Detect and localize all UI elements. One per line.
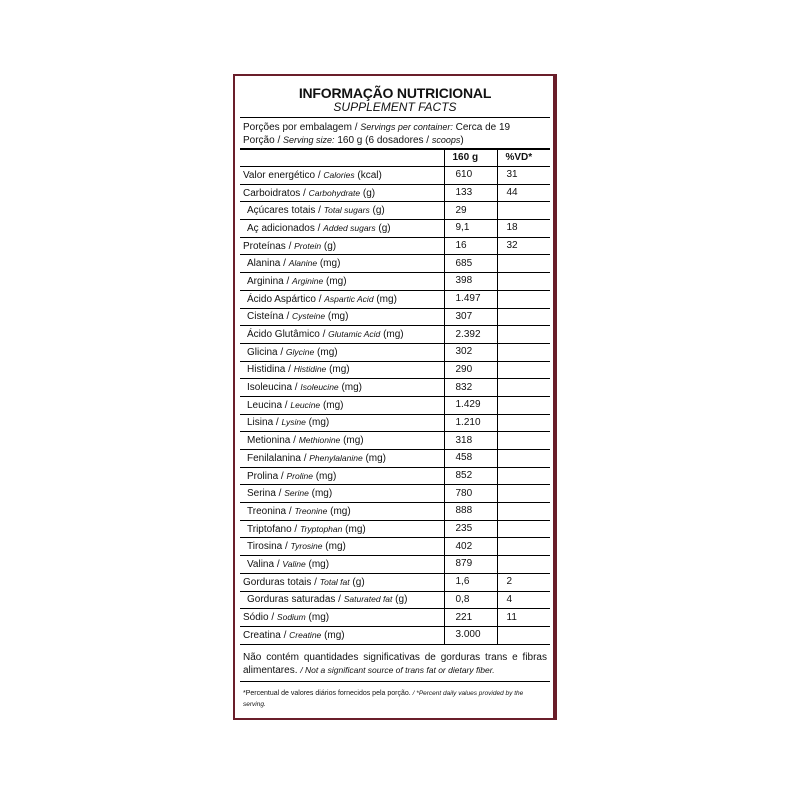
- nutrient-name-en: Leucine: [290, 399, 321, 410]
- nutrient-name: [240, 379, 444, 397]
- nutrient-amount: 685: [444, 255, 497, 273]
- nutrient-name-en: Phenylalanine: [309, 452, 363, 463]
- servings-per-container-pt: Porções por embalagem /: [243, 122, 358, 133]
- nutrient-unit: (mg): [343, 435, 364, 447]
- table-row: [240, 467, 550, 485]
- nutrient-unit: (kcal): [357, 169, 382, 181]
- nutrient-amount: 307: [444, 308, 497, 326]
- table-row: [240, 184, 550, 202]
- nutrient-name-pt: Cisteína /: [247, 311, 290, 323]
- nutrient-name-pt: Aç adicionados /: [247, 222, 321, 234]
- nutrient-daily-value: [497, 273, 550, 291]
- nutrient-name: [240, 167, 444, 185]
- nutrient-unit: (mg): [317, 346, 338, 358]
- nutrient-daily-value: 18: [497, 220, 550, 238]
- servings-per-container-en: Servings per container:: [360, 122, 453, 132]
- table-row: [240, 503, 550, 521]
- nutrient-name-en: Glycine: [285, 346, 315, 357]
- nutrient-name-en: Total sugars: [323, 205, 370, 216]
- nutrient-daily-value: [497, 414, 550, 432]
- table-row: [240, 255, 550, 273]
- nutrient-unit: (mg): [330, 505, 351, 517]
- nutrient-name-en: Saturated fat: [343, 594, 393, 605]
- label-header: [240, 80, 550, 118]
- nutrient-name-pt: Valor energético /: [243, 169, 321, 181]
- nutrient-unit: (mg): [322, 399, 344, 411]
- trans-fat-notice: [240, 645, 550, 682]
- nutrient-name: [240, 538, 444, 556]
- nutrient-name-en: Tryptophan: [300, 523, 343, 534]
- nutrient-name-pt: Prolina /: [247, 470, 284, 482]
- trans-fat-notice-pt: Não contém quantidades significativas de gorduras trans e fibras alimentares.: [243, 651, 547, 676]
- nutrient-amount: 0,8: [444, 591, 497, 609]
- nutrient-name: [240, 485, 444, 503]
- nutrient-amount: 888: [444, 503, 497, 521]
- table-row: [240, 573, 550, 591]
- nutrient-unit: (mg): [365, 452, 387, 464]
- daily-value-footnote-pt: *Percentual de valores diários fornecidos pela porção.: [243, 689, 411, 697]
- serving-size: [243, 134, 550, 147]
- label-subtitle: SUPPLEMENT FACTS: [333, 100, 457, 114]
- nutrient-name: [240, 414, 444, 432]
- nutrient-name-en: Methionine: [298, 435, 341, 446]
- nutrient-amount: 318: [444, 432, 497, 450]
- nutrient-name: [240, 308, 444, 326]
- nutrient-name-pt: Açúcares totais /: [247, 205, 321, 217]
- table-row: [240, 273, 550, 291]
- nutrient-name: [240, 591, 444, 609]
- nutrient-unit: (mg): [308, 612, 330, 624]
- nutrient-name-en: Isoleucine: [300, 382, 339, 393]
- table-row: [240, 326, 550, 344]
- nutrient-name: [240, 237, 444, 255]
- nutrition-table: [240, 149, 550, 645]
- nutrient-amount: 398: [444, 273, 497, 291]
- nutrient-daily-value: [497, 485, 550, 503]
- nutrient-daily-value: [497, 290, 550, 308]
- table-row: [240, 237, 550, 255]
- nutrient-daily-value: [497, 556, 550, 574]
- nutrient-daily-value: [497, 432, 550, 450]
- nutrient-name: [240, 255, 444, 273]
- table-row: [240, 290, 550, 308]
- header-nutrient: [240, 150, 444, 167]
- nutrient-amount: 852: [444, 467, 497, 485]
- nutrient-unit: (mg): [311, 488, 333, 500]
- nutrient-name-en: Total fat: [319, 576, 350, 587]
- nutrient-amount: 221: [444, 609, 497, 627]
- table-row: [240, 520, 550, 538]
- nutrient-name-en: Treonine: [294, 505, 328, 516]
- trans-fat-notice-en: / Not a significant source of trans fat or dietary fiber.: [300, 664, 495, 675]
- nutrient-name-en: Calories: [323, 169, 355, 180]
- nutrient-name: [240, 326, 444, 344]
- serving-size-close: ): [460, 135, 464, 146]
- nutrient-name-pt: Valina /: [247, 558, 280, 570]
- nutrient-name-en: Added sugars: [323, 222, 376, 233]
- table-row: [240, 167, 550, 185]
- nutrient-amount: 402: [444, 538, 497, 556]
- nutrient-name-pt: Arginina /: [247, 275, 290, 287]
- nutrient-name-pt: Triptofano /: [247, 523, 298, 535]
- nutrient-name: [240, 520, 444, 538]
- nutrient-name-en: Alanine: [288, 258, 318, 269]
- nutrient-daily-value: [497, 326, 550, 344]
- nutrient-unit: (mg): [319, 258, 341, 270]
- nutrient-unit: (mg): [329, 364, 350, 376]
- nutrient-name-pt: Fenilalanina /: [247, 452, 307, 464]
- nutrient-daily-value: [497, 379, 550, 397]
- servings-info: [240, 118, 550, 149]
- nutrient-daily-value: [497, 626, 550, 644]
- table-row: [240, 414, 550, 432]
- nutrient-name-pt: Metionina /: [247, 435, 296, 447]
- table-row: [240, 626, 550, 644]
- nutrient-unit: (g): [352, 576, 365, 588]
- nutrient-amount: 2.392: [444, 326, 497, 344]
- nutrient-amount: 780: [444, 485, 497, 503]
- nutrition-label-panel: [233, 74, 557, 720]
- nutrient-daily-value: [497, 396, 550, 414]
- nutrient-name-en: Carbohydrate: [308, 187, 361, 198]
- nutrient-name-pt: Serina /: [247, 488, 282, 500]
- nutrient-name-pt: Ácido Glutâmico /: [247, 329, 326, 341]
- nutrition-label-content: [240, 80, 550, 710]
- table-header-row: [240, 150, 550, 167]
- nutrient-daily-value: 11: [497, 609, 550, 627]
- table-row: [240, 220, 550, 238]
- nutrient-name: [240, 273, 444, 291]
- nutrient-amount: 29: [444, 202, 497, 220]
- nutrient-amount: 16: [444, 237, 497, 255]
- serving-size-unit-en: scoops: [431, 135, 461, 145]
- nutrient-name-pt: Leucina /: [247, 399, 288, 411]
- nutrient-unit: (mg): [341, 382, 362, 394]
- nutrient-daily-value: [497, 343, 550, 361]
- nutrient-unit: (mg): [383, 329, 404, 341]
- nutrient-amount: 290: [444, 361, 497, 379]
- nutrient-unit: (mg): [345, 523, 366, 535]
- nutrient-amount: 879: [444, 556, 497, 574]
- nutrient-name-en: Glutamic Acid: [328, 329, 381, 340]
- table-row: [240, 432, 550, 450]
- nutrient-amount: 610: [444, 167, 497, 185]
- nutrient-name-pt: Ácido Aspártico /: [247, 293, 322, 305]
- nutrient-amount: 9,1: [444, 220, 497, 238]
- nutrient-name-en: Protein: [294, 240, 322, 251]
- serving-size-pt: Porção /: [243, 135, 281, 146]
- nutrient-daily-value: 4: [497, 591, 550, 609]
- nutrient-unit: (mg): [315, 470, 337, 482]
- nutrient-name-pt: Treonina /: [247, 505, 292, 517]
- nutrient-name: [240, 361, 444, 379]
- table-row: [240, 202, 550, 220]
- table-row: [240, 591, 550, 609]
- nutrient-amount: 458: [444, 450, 497, 468]
- nutrient-unit: (g): [395, 594, 408, 606]
- nutrient-name: [240, 290, 444, 308]
- nutrient-name: [240, 396, 444, 414]
- nutrient-unit: (g): [323, 240, 337, 252]
- nutrient-daily-value: [497, 450, 550, 468]
- nutrient-name-pt: Tirosina /: [247, 541, 288, 553]
- nutrient-amount: 1.497: [444, 290, 497, 308]
- nutrient-name: [240, 573, 444, 591]
- nutrient-unit: (mg): [325, 541, 346, 553]
- nutrient-amount: 1,6: [444, 573, 497, 591]
- nutrient-name-en: Histidine: [293, 364, 327, 375]
- nutrient-name: [240, 432, 444, 450]
- nutrient-daily-value: 32: [497, 237, 550, 255]
- nutrient-name-pt: Alanina /: [247, 258, 286, 270]
- nutrient-daily-value: [497, 503, 550, 521]
- nutrient-unit: (mg): [308, 417, 330, 429]
- nutrient-amount: 235: [444, 520, 497, 538]
- nutrient-unit: (mg): [327, 311, 349, 323]
- nutrient-daily-value: [497, 202, 550, 220]
- nutrient-name-pt: Histidina /: [247, 364, 291, 376]
- nutrient-name-pt: Gorduras totais /: [243, 576, 317, 588]
- servings-per-container-value: Cerca de 19: [455, 122, 511, 133]
- nutrient-name-pt: Glicina /: [247, 346, 284, 358]
- nutrient-name-en: Lysine: [281, 417, 306, 428]
- header-daily-value: %VD*: [497, 150, 550, 167]
- nutrient-name-pt: Gorduras saturadas /: [247, 594, 341, 606]
- nutrient-daily-value: 2: [497, 573, 550, 591]
- nutrient-unit: (mg): [308, 558, 330, 570]
- table-row: [240, 485, 550, 503]
- nutrient-unit: (g): [372, 205, 385, 217]
- nutrient-daily-value: [497, 255, 550, 273]
- serving-size-value: 160 g (6 dosadores /: [337, 135, 430, 146]
- nutrient-name-pt: Sódio /: [243, 612, 275, 624]
- nutrient-amount: 832: [444, 379, 497, 397]
- nutrient-name-en: Proline: [286, 470, 313, 481]
- table-row: [240, 450, 550, 468]
- nutrient-name: [240, 609, 444, 627]
- nutrient-name-en: Tyrosine: [290, 541, 323, 552]
- nutrient-name: [240, 503, 444, 521]
- nutrient-name: [240, 202, 444, 220]
- nutrient-name-pt: Carboidratos /: [243, 187, 306, 199]
- table-row: [240, 361, 550, 379]
- nutrient-daily-value: 31: [497, 167, 550, 185]
- nutrient-name-en: Arginine: [292, 275, 324, 286]
- nutrition-rows: [240, 167, 550, 645]
- nutrient-name-en: Cysteine: [292, 311, 326, 322]
- nutrient-amount: 133: [444, 184, 497, 202]
- nutrient-name-en: Sodium: [276, 612, 306, 623]
- nutrient-unit: (g): [362, 187, 376, 199]
- nutrient-daily-value: [497, 308, 550, 326]
- table-row: [240, 556, 550, 574]
- nutrient-amount: 302: [444, 343, 497, 361]
- nutrient-name: [240, 220, 444, 238]
- daily-value-footnote: [240, 682, 550, 710]
- table-row: [240, 343, 550, 361]
- nutrient-amount: 1.429: [444, 396, 497, 414]
- table-row: [240, 396, 550, 414]
- nutrient-daily-value: [497, 361, 550, 379]
- nutrient-name-en: Valine: [282, 558, 306, 569]
- nutrient-name: [240, 626, 444, 644]
- table-row: [240, 308, 550, 326]
- nutrient-name-en: Aspartic Acid: [324, 293, 374, 304]
- table-row: [240, 379, 550, 397]
- nutrient-name: [240, 556, 444, 574]
- servings-per-container: [243, 121, 550, 134]
- nutrient-daily-value: [497, 520, 550, 538]
- nutrient-name-en: Creatine: [289, 629, 322, 640]
- serving-size-en: Serving size:: [283, 135, 335, 145]
- nutrient-name: [240, 184, 444, 202]
- table-row: [240, 538, 550, 556]
- nutrient-daily-value: [497, 467, 550, 485]
- nutrient-unit: (mg): [376, 293, 397, 305]
- nutrient-unit: (mg): [326, 275, 347, 287]
- nutrient-amount: 1.210: [444, 414, 497, 432]
- daily-value-footnote-en: / *Percent daily values provided by the serving.: [243, 689, 524, 708]
- nutrient-name-pt: Lisina /: [247, 417, 279, 429]
- nutrient-name: [240, 450, 444, 468]
- nutrient-name-en: Serine: [284, 488, 309, 499]
- nutrient-name: [240, 343, 444, 361]
- label-title: INFORMAÇÃO NUTRICIONAL: [298, 85, 492, 101]
- nutrient-name: [240, 467, 444, 485]
- nutrient-amount: 3.000: [444, 626, 497, 644]
- table-row: [240, 609, 550, 627]
- nutrient-unit: (mg): [324, 629, 345, 641]
- nutrient-daily-value: 44: [497, 184, 550, 202]
- nutrient-daily-value: [497, 538, 550, 556]
- nutrient-name-pt: Creatina /: [243, 629, 287, 641]
- nutrient-unit: (g): [378, 222, 391, 234]
- header-amount: 160 g: [444, 150, 497, 167]
- nutrient-name-pt: Proteínas /: [243, 240, 292, 252]
- nutrient-name-pt: Isoleucina /: [247, 382, 298, 394]
